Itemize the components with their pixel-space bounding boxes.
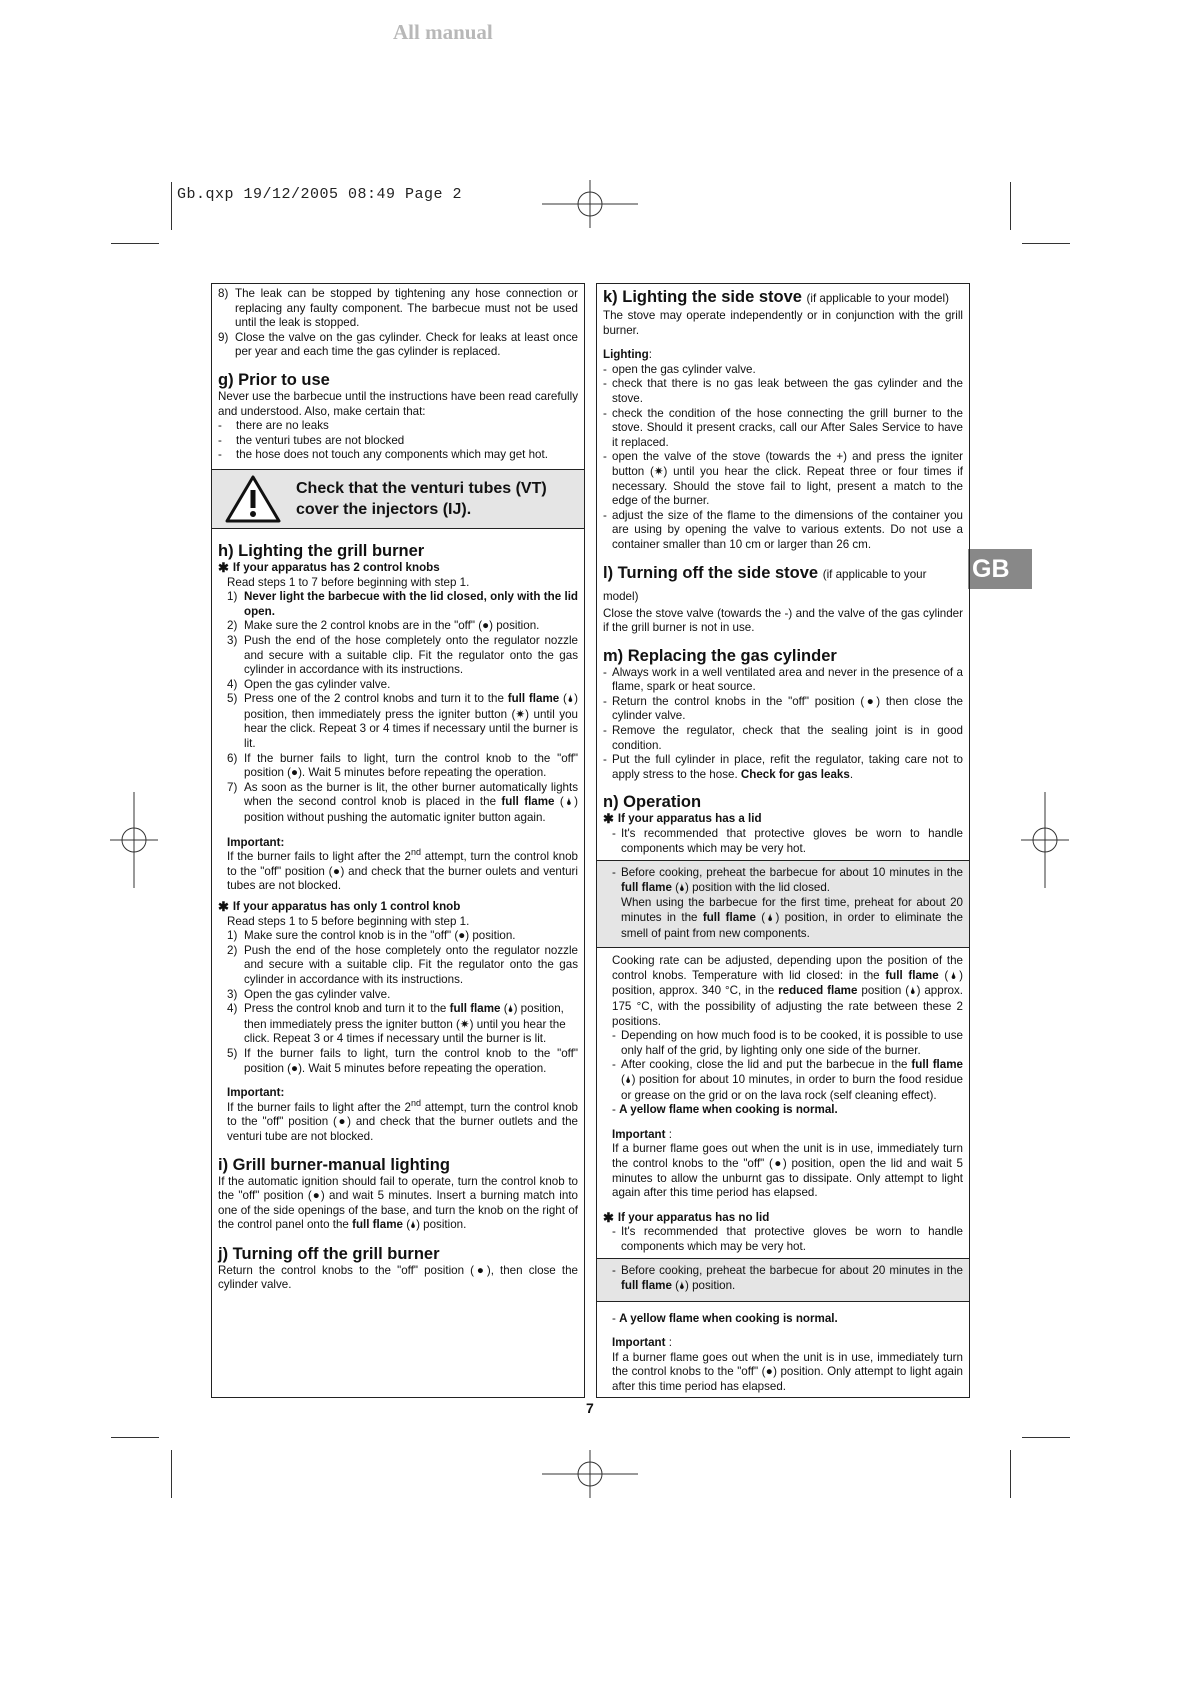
registration-mark-icon (110, 792, 158, 888)
important-label: Important : (612, 1336, 672, 1350)
section-i-text: If the automatic ignition should fail to operate, turn the control knob to the "off" position (●) and wait 5 minutes. Insert a burning match into one of the side openings of the base, and turn the knob on the right of the control panel onto the full flame (🌢) position. (218, 1174, 578, 1232)
language-tab: GB (968, 549, 1032, 589)
off-icon: ● (765, 1365, 774, 1379)
shaded-note (597, 1258, 969, 1301)
igniter-icon: ✷ (459, 1017, 470, 1031)
step-7: 7) As soon as the burner is lit, the other burner automatically lights when the second control knob is placed in the full flame (🌢) position without pushing the automatic igniter button again. (227, 780, 578, 825)
important-text: If a burner flame goes out when the unit is in use, immediately turn the control knobs to the "off" (●) position, open the lid and wait 5 minutes to allow the unburnt gas to dissipate. Only attempt to light again after this time period has elapsed. (612, 1142, 963, 1200)
warning-text: Check that the venturi tubes (VT) cover the injectors (IJ). (296, 479, 547, 518)
list-item: - Always work in a well ventilated area and never in the presence of a flame, spark or heat source. (603, 665, 963, 694)
instruction-note: Read steps 1 to 7 before beginning with step 1. (227, 575, 470, 589)
off-icon: ● (336, 1115, 348, 1129)
page-number: 7 (586, 1400, 594, 1416)
list-item: - the venturi tubes are not blocked (218, 433, 405, 447)
flame-icon: 🌢 (410, 1220, 417, 1232)
flame-icon: 🌢 (507, 1004, 514, 1016)
off-icon: ● (772, 1156, 783, 1170)
section-n-title: n) Operation (603, 793, 702, 812)
igniter-icon: ✷ (515, 707, 526, 721)
yellow-flame-note: - A yellow flame when cooking is normal. (612, 1311, 838, 1325)
step-2: 2) Push the end of the hose completely onto the regulator nozzle and secure with a suitable clip. Fit the regulator onto the gas cylinder in accordance with its instructions. (227, 943, 578, 986)
section-m-title: m) Replacing the gas cylinder (603, 646, 837, 665)
section-g-intro: Never use the barbecue until the instructions have been read carefully and understood. Also, make certain that: (218, 389, 578, 418)
crop-mark (111, 243, 159, 244)
section-l-title: l) Turning off the side stove (if applicable to your model) (603, 563, 927, 603)
flame-icon: 🌢 (948, 970, 960, 982)
asterisk-icon: ✱ (218, 899, 229, 914)
list-item: - After cooking, close the lid and put the barbecue in the full flame (🌢) position for about 10 minutes, in order to burn the food residue or grease on the grid or on the lava rock (self cleaning effect). (612, 1058, 964, 1102)
list-item: - Put the full cylinder in place, refit the regulator, taking care not to apply stress to the hose. Check for gas leaks. (603, 753, 963, 781)
crop-mark (111, 1437, 159, 1438)
step-6: 6) If the burner fails to light, turn the control knob to the "off" position (●). Wait 5 minutes before repeating the operation. (227, 751, 578, 780)
important-label: Important : (612, 1127, 672, 1141)
off-icon: ● (291, 766, 299, 780)
step-1: 1) Never light the barbecue with the lid closed, only with the lid open. (227, 590, 578, 618)
yellow-flame-note: - A yellow flame when cooking is normal. (612, 1103, 838, 1117)
shaded-note (597, 860, 969, 948)
igniter-icon: ✷ (653, 464, 664, 478)
flame-icon: 🌢 (563, 797, 575, 809)
section-j-text: Return the control knobs to the "off" position (●), then close the cylinder valve. (218, 1263, 578, 1292)
off-icon: ● (474, 1263, 487, 1277)
flame-icon: 🌢 (566, 694, 575, 706)
step-5: 5) If the burner fails to light, turn the control knob to the "off" position (●). Wait 5 minutes before repeating the operation. (227, 1046, 578, 1075)
important-text: If the burner fails to light after the 2nd attempt, turn the control knob to the "off" position (●) and check that the burner oulets and venturi tubes are not blocked. (227, 847, 578, 893)
off-icon: ● (458, 929, 466, 943)
important-label: Important: (227, 1086, 285, 1100)
off-icon: ● (864, 694, 877, 708)
important-label: Important: (227, 835, 285, 849)
list-item: - Before cooking, preheat the barbecue for about 20 minutes in the full flame (🌢) position. (612, 1264, 963, 1293)
step-3: 3) Push the end of the hose completely onto the regulator nozzle and secure with a suitable clip. Fit the regulator onto the gas cylinder in accordance with its instructions. (227, 633, 578, 677)
registration-mark-icon (542, 180, 638, 228)
step-1: 1) Make sure the control knob is in the "off" (●) position. (227, 929, 516, 943)
asterisk-icon: ✱ (603, 811, 614, 827)
step-3: 3) Open the gas cylinder valve. (227, 987, 391, 1001)
list-item: - open the valve of the stove (towards the +) and press the igniter button (✷) until you hear the click. Repeat three or four times if necessary. Should the stove fail to light, present a match to the edge of the burner. (603, 450, 963, 508)
step-8: 8) The leak can be stopped by tightening any hose connection or replacing any faulty component. The barbecue must not be used until the leak is stopped. (218, 287, 578, 330)
crop-mark (1022, 1437, 1070, 1438)
off-icon: ● (291, 1061, 299, 1075)
flame-icon: 🌢 (624, 1074, 632, 1086)
list-item: - Return the control knobs in the "off" position (●) then close the cylinder valve. (603, 694, 963, 723)
crop-mark (1022, 243, 1070, 244)
off-icon: ● (332, 864, 341, 878)
list-item: - Before cooking, preheat the barbecue for about 10 minutes in the full flame (🌢) position with the lid closed. When using the barbecue for the first time, preheat for about 20 minutes in the full flame (🌢) position, in order to eliminate the smell of paint from new components. (612, 866, 963, 940)
left-column (211, 283, 585, 1398)
list-item: - there are no leaks (218, 419, 329, 433)
section-k-intro: The stove may operate independently or in conjunction with the grill burner. (603, 309, 963, 337)
reduced-flame-icon: 🌢 (909, 986, 917, 998)
asterisk-icon: ✱ (218, 559, 229, 575)
step-4: 4) Press the control knob and turn it to the full flame (🌢) position, then immediately press the igniter button (✷) until you hear the click. Repeat 3 or 4 times if necessary until the burner is lit. (227, 1002, 566, 1046)
warning-box (212, 469, 584, 529)
list-item: - It's recommended that protective gloves be worn to handle components which may be very hot. (612, 827, 963, 855)
section-g-title: g) Prior to use (218, 370, 330, 389)
warning-triangle-icon (224, 474, 282, 524)
watermark: All manual (393, 20, 493, 44)
step-9: 9) Close the valve on the gas cylinder. Check for leaks at least once per year and each time the gas cylinder is replaced. (218, 330, 578, 359)
list-item: - check that there is no gas leak between the gas cylinder and the stove. (603, 377, 963, 405)
section-j-title: j) Turning off the grill burner (218, 1244, 440, 1263)
instruction-note: Read steps 1 to 5 before beginning with step 1. (227, 914, 470, 928)
flame-icon: 🌢 (679, 1281, 685, 1293)
section-l-text: Close the stove valve (towards the -) and the valve of the gas cylinder if the grill burner is not in use. (603, 606, 963, 635)
step-5: 5) Press one of the 2 control knobs and turn it to the full flame (🌢) position, then immediately press the igniter button (✷) until you hear the click. Repeat 3 or 4 times if necessary until the burner is lit. (227, 692, 578, 751)
cooking-rate-text: Cooking rate can be adjusted, depending upon the position of the control knobs. Temperature with lid closed: in the full flame (🌢) position, approx. 340 °C, in the reduced flame position (🌢) approx. 175 °C, with the possibility of adjusting the rate between these 2 positions. (612, 954, 964, 1028)
crop-mark (171, 182, 172, 230)
flame-icon: 🌢 (679, 882, 685, 894)
crop-mark (1010, 1450, 1011, 1498)
subheading: ✱ If your apparatus has a lid (603, 811, 762, 827)
section-k-title: k) Lighting the side stove (if applicable to your model) (603, 288, 949, 306)
list-item: - check the condition of the hose connecting the grill burner to the stove. Should it present cracks, call our After Sales Service to have it replaced. (603, 406, 963, 449)
subheading: ✱ If your apparatus has no lid (603, 1209, 770, 1225)
lighting-label: Lighting: (603, 348, 652, 362)
subheading: ✱ If your apparatus has 2 control knobs (218, 559, 440, 575)
print-slug: Gb.qxp 19/12/2005 08:49 Page 2 (177, 186, 463, 203)
list-item: - It's recommended that protective gloves be worn to handle components which may be very hot. (612, 1225, 963, 1253)
off-icon: ● (311, 1189, 321, 1203)
important-text: If a burner flame goes out when the unit is in use, immediately turn the control knobs to the "off" (●) position. Only attempt to light again after this time period has elapsed. (612, 1350, 963, 1394)
crop-mark (1010, 182, 1011, 230)
section-i-title: i) Grill burner-manual lighting (218, 1155, 450, 1174)
list-item: - Depending on how much food is to be cooked, it is possible to use only half of the grid, by lighting only one side of the burner. (612, 1029, 963, 1057)
step-2: 2) Make sure the 2 control knobs are in the "off" (●) position. (227, 619, 540, 633)
list-item: - adjust the size of the flame to the dimensions of the container you are using by opening the valve to various extents. Do not use a container smaller than 10 cm or larger than 26 cm. (603, 508, 963, 551)
registration-mark-icon (542, 1450, 638, 1498)
off-icon: ● (482, 619, 490, 633)
asterisk-icon: ✱ (603, 1209, 614, 1225)
step-4: 4) Open the gas cylinder valve. (227, 677, 391, 691)
important-text: If the burner fails to light after the 2nd attempt, turn the control knob to the "off" position (●) and check that the burner outlets and the venturi tube are not blocked. (227, 1097, 578, 1143)
list-item: - open the gas cylinder valve. (603, 362, 756, 376)
flame-icon: 🌢 (765, 913, 776, 924)
subheading: ✱ If your apparatus has only 1 control knob (218, 899, 461, 914)
crop-mark (171, 1450, 172, 1498)
section-h-title: h) Lighting the grill burner (218, 541, 425, 560)
registration-mark-icon (1021, 792, 1069, 888)
list-item: - Remove the regulator, check that the sealing joint is in good condition. (603, 724, 963, 752)
list-item: - the hose does not touch any components which may get hot. (218, 448, 548, 462)
right-column (596, 283, 970, 1398)
